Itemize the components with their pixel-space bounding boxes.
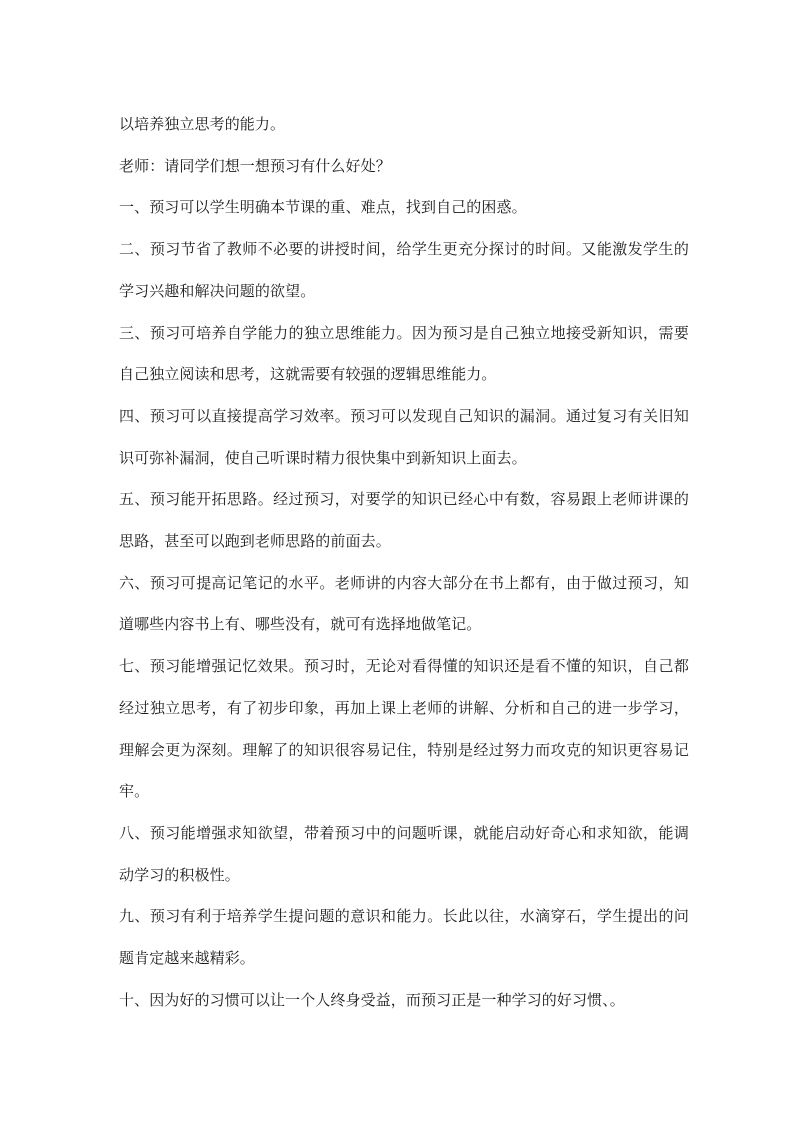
paragraph-continuation: 以培养独立思考的能力。: [119, 115, 286, 133]
paragraph-point-1: 一、预习可以学生明确本节课的重、难点，找到自己的困惑。: [119, 198, 527, 217]
paragraph-point-4: 四、预习可以直接提高学习效率。预习可以发现自己知识的漏洞。通过复习有关旧知识可弥补漏洞，使自己听课时精力很快集中到新知识上面去。: [119, 406, 689, 467]
paragraph-point-5: 五、预习能开拓思路。经过预习，对要学的知识已经心中有数，容易跟上老师讲课的思路，甚至可以跑到老师思路的前面去。: [119, 490, 689, 551]
paragraph-point-3: 三、预习可培养自学能力的独立思维能力。因为预习是自己独立地接受新知识，需要自己独立阅读和思考，这就需要有较强的逻辑思维能力。: [119, 323, 689, 384]
paragraph-point-6: 六、预习可提高记笔记的水平。老师讲的内容大部分在书上都有，由于做过预习，知道哪些内容书上有、哪些没有，就可有选择地做笔记。: [119, 573, 689, 634]
paragraph-point-7: 七、预习能增强记忆效果。预习时，无论对看得懂的知识还是看不懂的知识，自己都经过独立思考，有了初步印象，再加上课上老师的讲解、分析和自己的进一步学习，理解会更为深刻。理解了的知识很容易记住，特别是经过努力而攻克的知识更容易记牢。: [119, 657, 689, 801]
paragraph-point-8: 八、预习能增强求知欲望，带着预习中的问题听课，就能启动好奇心和求知欲，能调动学习的积极性。: [119, 823, 689, 884]
paragraph-teacher-question: 老师：请同学们想一想预习有什么好处？: [119, 156, 391, 175]
paragraph-point-9: 九、预习有利于培养学生提问题的意识和能力。长此以往，水滴穿石，学生提出的问题肯定越来越精彩。: [119, 907, 689, 968]
paragraph-point-2: 二、预习节省了教师不必要的讲授时间，给学生更充分探讨的时间。又能激发学生的学习兴趣和解决问题的欲望。: [119, 240, 689, 300]
document-body: [119, 104, 689, 1021]
paragraph-point-10: 十、因为好的习惯可以让一个人终身受益，而预习正是一种学习的好习惯、。: [119, 990, 625, 1009]
